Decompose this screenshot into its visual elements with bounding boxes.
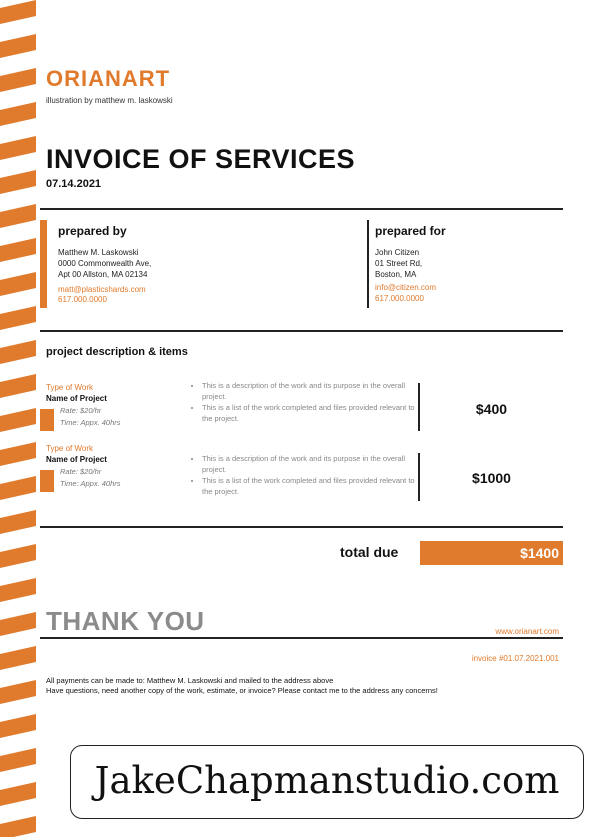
item-time: Time: Appx. 40hrs <box>60 418 121 427</box>
prepared-for-block <box>367 220 563 310</box>
item-description-list <box>190 381 424 425</box>
sender-email: matt@plasticshards.com <box>58 285 146 294</box>
client-phone: 617.000.0000 <box>375 294 424 303</box>
total-due-label: total due <box>340 544 399 560</box>
contact-note: Have questions, need another copy of the work, estimate, or invoice? Please contact me to the address any concerns! <box>46 686 438 695</box>
watermark-text: JakeChapmanstudio.com <box>94 759 560 802</box>
accent-bar <box>40 220 47 308</box>
divider <box>40 330 563 332</box>
item-description-list <box>190 454 424 498</box>
item-description: • This is a description of the work and its purpose in the overall project. <box>202 454 424 475</box>
prepared-by-block <box>40 220 340 310</box>
sender-address-line2: Apt 00 Allston, MA 02134 <box>58 270 148 279</box>
item-rate: Rate: $20/hr <box>60 406 102 415</box>
website-link[interactable]: www.orianart.com <box>495 627 559 636</box>
sender-name: Matthew M. Laskowski <box>58 248 139 257</box>
client-address-line1: 01 Street Rd, <box>375 259 423 268</box>
item-type: Type of Work <box>46 383 93 392</box>
brand-tagline: illustration by matthew m. laskowski <box>46 96 173 105</box>
client-address-line2: Boston, MA <box>375 270 417 279</box>
item-description: • This is a description of the work and its purpose in the overall project. <box>202 381 424 402</box>
divider <box>40 637 563 639</box>
item-marker <box>40 470 54 492</box>
item-description: • This is a list of the work completed and files provided relevant to the project. <box>202 476 424 497</box>
invoice-date: 07.14.2021 <box>46 178 102 190</box>
project-section-heading: project description & items <box>46 346 188 358</box>
line-item <box>40 383 563 445</box>
total-due-box <box>420 541 563 565</box>
item-rate: Rate: $20/hr <box>60 467 102 476</box>
invoice-number: invoice #01.07.2021.001 <box>471 654 559 663</box>
prepared-for-heading: prepared for <box>375 224 446 238</box>
item-amount: $1000 <box>472 470 511 486</box>
payment-note: All payments can be made to: Matthew M. Laskowski and mailed to the address above <box>46 676 334 685</box>
invoice-title: INVOICE OF SERVICES <box>46 144 356 174</box>
divider <box>40 208 563 210</box>
watermark-banner <box>70 745 584 819</box>
item-description: • This is a list of the work completed and files provided relevant to the project. <box>202 403 424 424</box>
accent-bar <box>367 220 369 308</box>
item-amount: $400 <box>475 401 508 417</box>
item-name: Name of Project <box>46 455 107 464</box>
divider <box>40 526 563 528</box>
sender-address-line1: 0000 Commonwealth Ave, <box>58 259 152 268</box>
item-name: Name of Project <box>46 394 107 403</box>
client-email: info@citizen.com <box>375 283 437 292</box>
item-type: Type of Work <box>46 444 93 453</box>
client-name: John Citizen <box>375 248 420 257</box>
total-due-amount: $1400 <box>520 545 559 561</box>
sender-phone: 617.000.0000 <box>58 295 107 304</box>
prepared-by-heading: prepared by <box>58 224 127 238</box>
decorative-stripe-bar <box>0 0 36 837</box>
brand-logo: ORIANART <box>46 66 171 91</box>
thank-you-heading: THANK YOU <box>46 606 205 636</box>
item-time: Time: Appx. 40hrs <box>60 479 121 488</box>
item-marker <box>40 409 54 431</box>
line-item <box>40 444 563 506</box>
